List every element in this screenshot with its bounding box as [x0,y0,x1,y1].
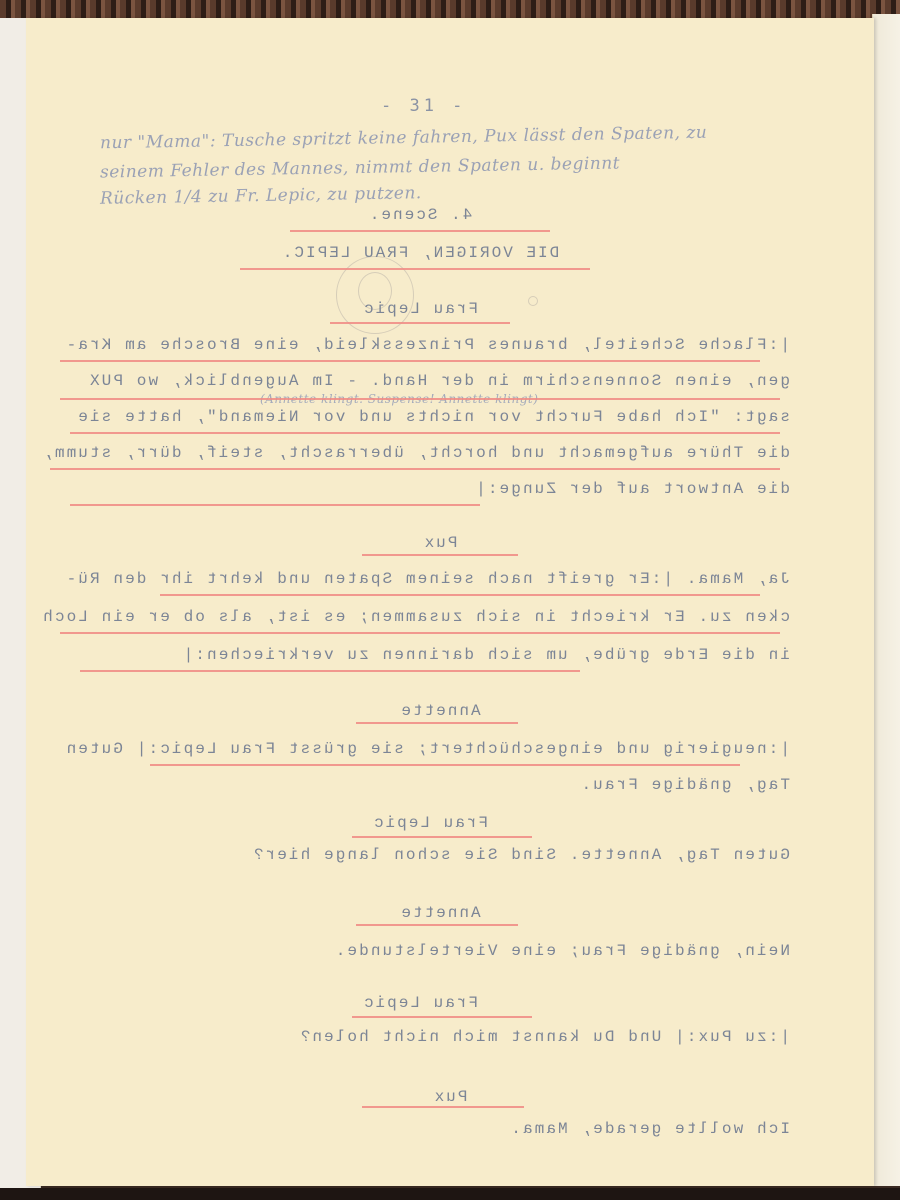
handwritten-note-line-2: seinem Fehler des Mannes, nimmt den Spaten u. beginnt [99,153,621,183]
underline [290,230,550,232]
underline [240,268,590,270]
underline [80,670,580,672]
underline [352,1016,532,1018]
underline [330,322,510,324]
dialogue-line: Ich wollte gerade, Mama. [509,1120,790,1138]
dialogue-line: Tag, gnädige Frau. [579,776,790,794]
dialogue-line: |:zu Pux:| Und Du kannst mich nicht holen? [298,1028,790,1046]
stage-direction-line: |:Flache Scheitel, braunes Prinzesskleid, eine Brosche am Kra- [64,336,790,354]
dialogue-line: Nein, gnädige Frau; eine Viertelstunde. [333,942,790,960]
stage-direction-line: die Thüre aufgemacht und horcht, überrascht, steif, dürr, stumm, [41,444,790,462]
stage-direction-line: sagt: "Ich habe Furcht vor nichts und vor Niemand", hatte sie [76,408,790,426]
underline [356,924,518,926]
underline [150,764,740,766]
cast-line: DIE VORIGEN, FRAU LEPIC. [280,244,560,262]
speaker-frau-lepic: Frau Lepic [372,814,489,832]
stage-direction-line: die Antwort auf der Zunge:| [474,480,790,498]
handwritten-note-line-3: Rücken 1/4 zu Fr. Lepic, zu putzen. [99,183,422,209]
underline [50,468,780,470]
underline [60,360,760,362]
dialogue-line: in die Erde grübe, um sich darinnen zu verkriechen:| [181,646,790,664]
speaker-annette: Annette [399,702,481,720]
page-number: - 31 - [381,96,467,116]
handwritten-note-line-1: nur "Mama": Tusche spritzt keine fahren, Pux lässt den Spaten, zu [99,122,708,154]
scene-heading: 4. Scene. [367,206,473,224]
underline [60,632,780,634]
next-page-edge [872,14,900,1186]
dialogue-line: Guten Tag, Annette. Sind Sie schon lange hier? [251,846,790,864]
stage-direction-line: gen, einen Sonnenschirm in der Hand. - Im Augenblick, wo PUX [87,372,790,390]
underline [352,836,532,838]
speaker-pux: Pux [432,1088,468,1106]
underline [362,554,518,556]
speaker-annette: Annette [399,904,481,922]
dialogue-line: |:neugierig und eingeschüchtert; sie grüsst Frau Lepic:| Guten [64,740,790,758]
underline [356,722,518,724]
underline [70,504,480,506]
underline [60,398,780,400]
speaker-frau-lepic: Frau Lepic [362,300,479,318]
underline [70,432,780,434]
page-bottom-edge [0,1188,900,1200]
speaker-pux: Pux [422,534,458,552]
speaker-frau-lepic: Frau Lepic [362,994,479,1012]
dialogue-line: Ja, Mama. |:Er greift nach seinem Spaten und kehrt ihr den Rü- [64,570,790,588]
dialogue-line: cken zu. Er kriecht in sich zusammen; es ist, als ob er ein Loch [41,608,790,626]
underline [160,594,760,596]
underline [362,1106,524,1108]
